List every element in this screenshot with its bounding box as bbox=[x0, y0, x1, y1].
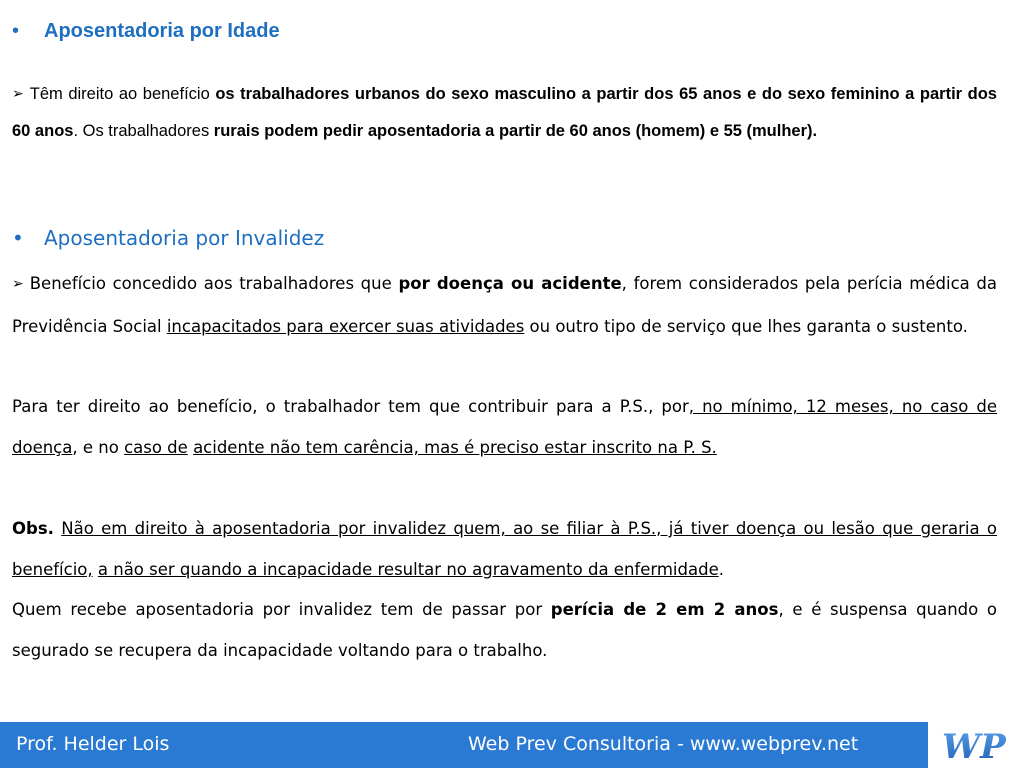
underlined-text: acidente não tem carência, mas é preciso estar inscrito na P. S. bbox=[193, 438, 717, 457]
logo-text: WP bbox=[942, 727, 1006, 765]
underlined-text: caso de bbox=[124, 438, 188, 457]
wp-logo bbox=[928, 722, 1024, 768]
footer-author: Prof. Helder Lois bbox=[16, 733, 170, 755]
text: . bbox=[718, 560, 724, 579]
arrow-bullet-icon: ➢ bbox=[12, 276, 24, 292]
paragraph-invalidez-definition bbox=[12, 263, 997, 347]
bold-text: por doença ou acidente bbox=[398, 274, 622, 293]
text: , e no bbox=[72, 438, 125, 457]
heading-title: Aposentadoria por Idade bbox=[44, 20, 280, 42]
footer-bar bbox=[0, 722, 1024, 768]
text: Quem recebe aposentadoria por invalidez tem de passar por bbox=[12, 600, 551, 619]
section-heading-idade bbox=[12, 20, 280, 43]
bold-text: perícia de 2 em 2 anos bbox=[550, 600, 779, 619]
paragraph-obs bbox=[12, 508, 997, 590]
underlined-text: , no mínimo, 12 meses, no caso de doença bbox=[12, 397, 998, 457]
paragraph-pericia bbox=[12, 589, 997, 671]
bold-text: os trabalhadores urbanos do sexo masculino a partir dos 65 anos e do sexo feminino a partir dos 60 anos bbox=[12, 85, 997, 140]
bullet: • bbox=[12, 226, 24, 250]
heading-title: Aposentadoria por Invalidez bbox=[44, 226, 325, 250]
text: Para ter direito ao benefício, o trabalhador tem que contribuir para a P.S., por bbox=[12, 397, 689, 416]
underlined-text: a não ser quando a incapacidade resultar no agravamento da enfermidade bbox=[97, 560, 719, 579]
text: . Os trabalhadores bbox=[73, 122, 214, 140]
text: Têm direito ao benefício bbox=[29, 85, 216, 103]
section-heading-invalidez bbox=[12, 226, 324, 250]
text: Benefício concedido aos trabalhadores que bbox=[29, 274, 399, 293]
underlined-text: incapacitados para exercer suas atividades bbox=[166, 317, 525, 336]
underlined-text: Não em direito à aposentadoria por invalidez quem, ao se filiar à P.S., já tiver doença ou lesão que geraria o benefício, bbox=[12, 519, 998, 579]
text: , e é suspensa quando o segurado se recupera da incapacidade voltando para o trabalho. bbox=[12, 600, 997, 660]
arrow-bullet-icon: ➢ bbox=[12, 85, 24, 101]
obs-label: Obs. bbox=[12, 519, 54, 538]
text: ou outro tipo de serviço que lhes garanta o sustento. bbox=[524, 317, 968, 336]
footer-company: Web Prev Consultoria - www.webprev.net bbox=[468, 733, 859, 755]
paragraph-idade bbox=[12, 76, 997, 150]
bullet: • bbox=[12, 20, 20, 42]
bold-text: rurais podem pedir aposentadoria a partir de 60 anos (homem) e 55 (mulher). bbox=[213, 122, 818, 140]
wp-logo-icon bbox=[932, 725, 1022, 765]
text: , forem considerados pela perícia médica da Previdência Social bbox=[12, 274, 998, 336]
paragraph-carencia bbox=[12, 386, 997, 468]
